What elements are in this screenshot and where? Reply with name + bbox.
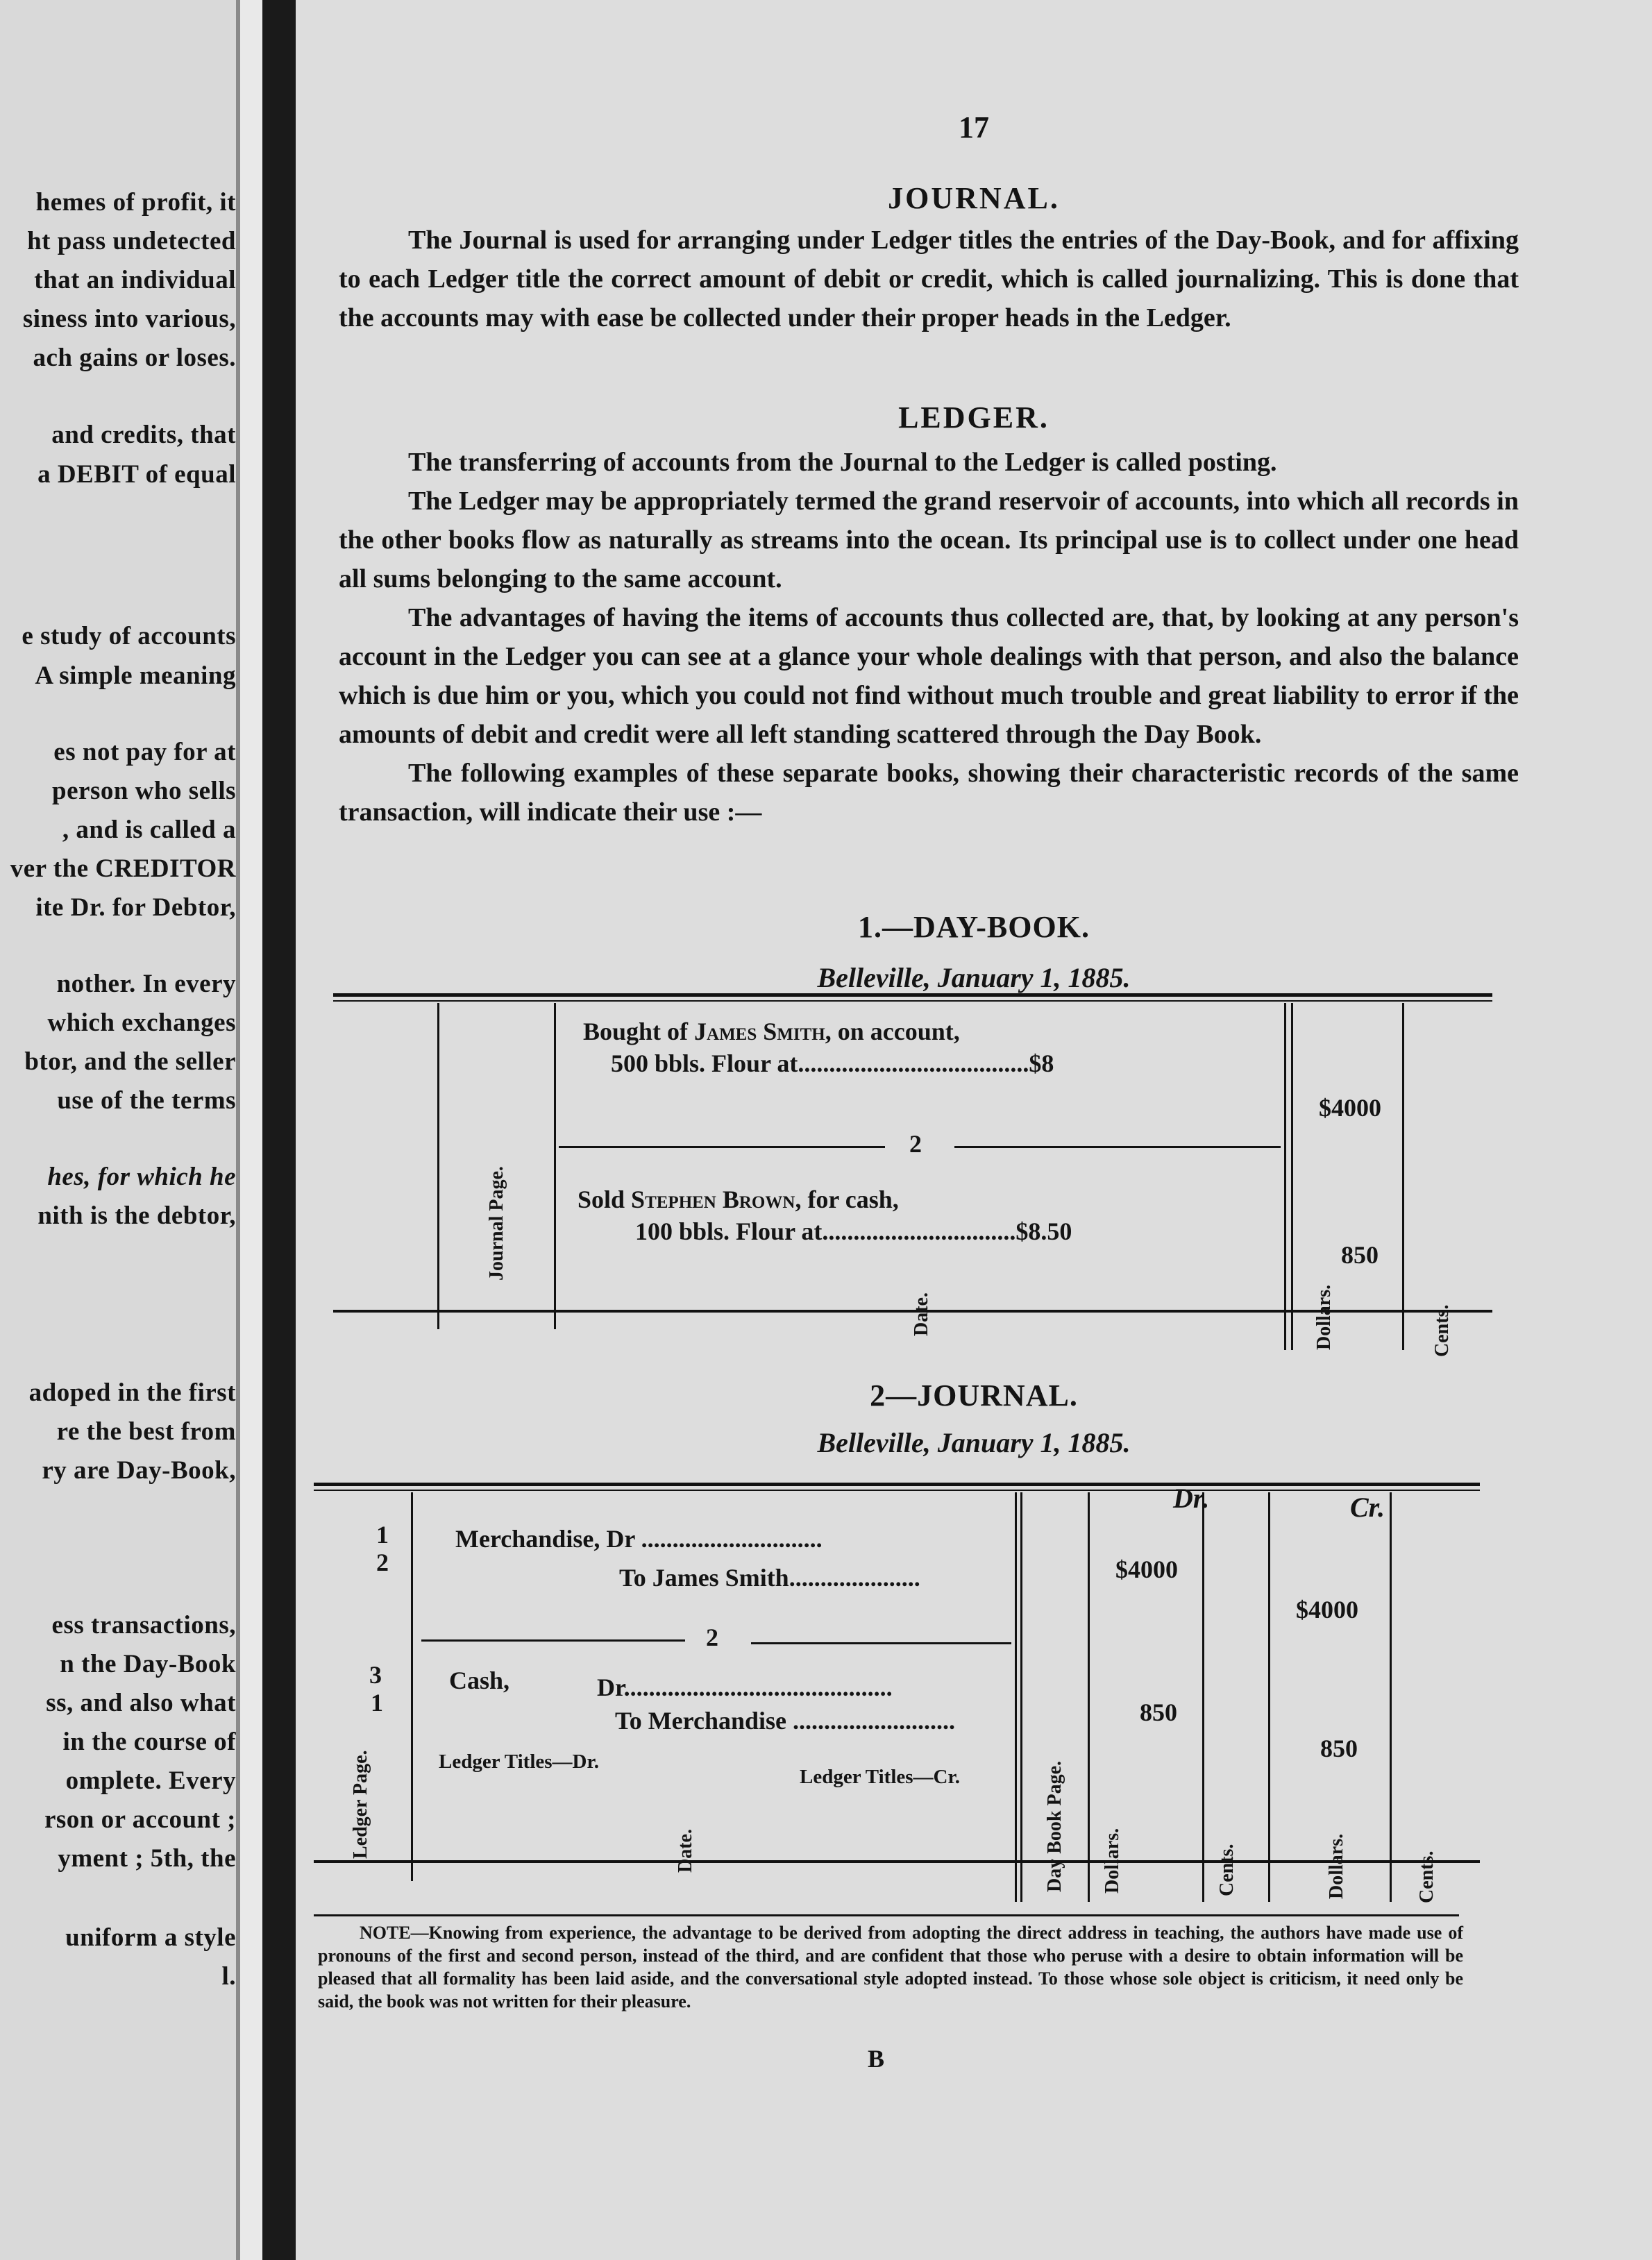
- left-line: nother. In every: [56, 970, 236, 998]
- entry-text: , on account,: [825, 1018, 960, 1045]
- left-line: ach gains or loses.: [33, 344, 236, 372]
- journal-row-text: Cash,: [449, 1667, 510, 1694]
- left-line: ess transactions,: [51, 1611, 236, 1639]
- daybook-entry1-amount: $4000: [1319, 1094, 1381, 1122]
- journal-separator-rule: [421, 1639, 685, 1642]
- ledger-titles-dr: Ledger Titles—Dr.: [439, 1751, 599, 1773]
- ledger-para: The following examples of these separate books, showing their characteristic records of the same transaction, will indicate their use :—: [339, 759, 1519, 827]
- daybook-top-rule: [333, 1000, 1492, 1002]
- left-line: ry are Day-Book,: [42, 1456, 236, 1485]
- journal-example-table: [314, 1478, 1480, 1909]
- left-line: uniform a style: [65, 1923, 236, 1952]
- left-line: use of the terms: [57, 1086, 236, 1115]
- journal-divider: [1202, 1492, 1204, 1902]
- daybook-entry1-line2: 500 bbls. Flour at.....................................$8: [611, 1049, 1054, 1077]
- ledger-heading: LEDGER.: [898, 400, 1050, 435]
- ledger-titles-cr: Ledger Titles—Cr.: [800, 1766, 960, 1788]
- journal-example-heading: 2—JOURNAL.: [870, 1378, 1078, 1412]
- left-line: in the course of: [62, 1728, 236, 1756]
- journal-row-cr: $4000: [1296, 1596, 1358, 1624]
- journal-col-cents: Cents.: [1416, 1850, 1438, 1903]
- journal-divider: [1390, 1492, 1392, 1902]
- left-line: ver the CREDITOR: [10, 854, 236, 883]
- gutter-edge: [240, 0, 262, 2260]
- journal-col-dollars: Dollars.: [1102, 1828, 1123, 1894]
- footnote: [318, 1921, 1463, 2013]
- left-line: n the Day-Book: [60, 1650, 236, 1678]
- journal-divider: [1020, 1492, 1022, 1902]
- entry-name: Stephen Brown: [631, 1186, 795, 1213]
- journal-col-cents: Cents.: [1216, 1844, 1238, 1896]
- left-line: rson or account ;: [44, 1805, 236, 1834]
- entry-name: James Smith: [694, 1018, 825, 1045]
- journal-row-dr: $4000: [1115, 1555, 1178, 1583]
- dr-label: Dr.: [1173, 1483, 1210, 1514]
- journal-col-ledger-page: Ledger Page.: [350, 1750, 371, 1859]
- daybook-col-journal-page: Journal Page.: [486, 1166, 507, 1281]
- binding-gutter: [262, 0, 296, 2260]
- daybook-col-cents: Cents.: [1431, 1304, 1453, 1357]
- journal-divider: [1268, 1492, 1270, 1902]
- left-line: hes, for which he: [47, 1163, 236, 1191]
- left-line: adoped in the first: [28, 1378, 236, 1407]
- footnote-text: NOTE—Knowing from experience, the advantage to be derived from adopting the direct address in teaching, the authors have made use of pronouns of the first and second person, instead of the third, and are confident that those who peruse with a desire to obtain information will be pleased that all formality has been laid aside, and the conversational style adopted instead. To those whose sole object is criticism, it need only be said, the book was not written for their pleasure.: [318, 1923, 1463, 2012]
- note-rule: [314, 1914, 1459, 1916]
- journal-row-dr: 850: [1140, 1698, 1177, 1726]
- daybook-divider: [1291, 1003, 1293, 1350]
- daybook-separator-rule: [954, 1146, 1281, 1148]
- left-line: A simple meaning: [35, 661, 236, 690]
- left-line: siness into various,: [22, 305, 236, 333]
- daybook-entry2-amount: 850: [1341, 1241, 1379, 1269]
- daybook-entry2-line1: [578, 1185, 899, 1214]
- daybook-col-date: Date.: [911, 1292, 932, 1336]
- journal-divider: [1015, 1492, 1017, 1902]
- daybook-divider: [1402, 1003, 1404, 1350]
- journal-row-cr: 850: [1320, 1735, 1358, 1762]
- left-line: e study of accounts: [22, 622, 236, 650]
- left-line: ht pass undetected: [27, 227, 236, 255]
- entry-text: Sold: [578, 1186, 632, 1213]
- journal-bottom-rule: [314, 1860, 1480, 1863]
- left-line: , and is called a: [62, 816, 236, 844]
- journal-separator-rule: [751, 1642, 1011, 1644]
- journal-col-dollars: Dollars.: [1326, 1833, 1347, 1899]
- journal-row-text: To James Smith.....................: [619, 1564, 920, 1592]
- left-line: that an individual: [34, 266, 236, 294]
- journal-heading: JOURNAL.: [888, 181, 1060, 215]
- left-line: re the best from: [56, 1417, 236, 1446]
- left-line: which exchanges: [47, 1009, 236, 1037]
- daybook-divider: [554, 1003, 556, 1329]
- journal-col-date: Date.: [675, 1829, 696, 1873]
- daybook-separator-rule: [559, 1146, 885, 1148]
- left-line: btor, and the seller: [24, 1047, 236, 1076]
- left-line: ss, and also what: [46, 1689, 236, 1717]
- daybook-col-dollars: Dollars.: [1313, 1284, 1335, 1350]
- journal-row-text: Merchandise, Dr .............................: [455, 1525, 823, 1553]
- daybook-divider: [1284, 1003, 1286, 1350]
- journal-top-rule: [314, 1483, 1480, 1486]
- ledger-page-num: 2: [376, 1549, 389, 1576]
- left-line: ite Dr. for Debtor,: [35, 893, 236, 922]
- daybook-table: [333, 989, 1492, 1364]
- left-line: a DEBIT of equal: [37, 460, 236, 489]
- journal-divider: [411, 1492, 413, 1881]
- left-line: es not pay for at: [53, 738, 236, 766]
- ledger-paragraphs: [339, 443, 1519, 832]
- daybook-top-rule: [333, 993, 1492, 997]
- daybook-divider: [437, 1003, 439, 1329]
- journal-row-text: Dr...........................................: [597, 1673, 893, 1701]
- daybook-heading: 1.—DAY-BOOK.: [858, 910, 1090, 944]
- journal-paragraph: [339, 221, 1519, 337]
- journal-divider: [1088, 1492, 1090, 1902]
- ledger-para: The Ledger may be appropriately termed the grand reservoir of accounts, into which all records in the other books flow as naturally as streams into the ocean. Its principal use is to collect under one head all sums belonging to the same account.: [339, 487, 1519, 593]
- journal-example-date-line: Belleville, January 1, 1885.: [817, 1427, 1131, 1458]
- journal-row-text: To Merchandise ..........................: [615, 1707, 956, 1735]
- daybook-entry1-line1: [583, 1017, 960, 1046]
- ledger-para: The transferring of accounts from the Journal to the Ledger is called posting.: [408, 448, 1277, 477]
- ledger-para: The advantages of having the items of accounts thus collected are, that, by looking at any person's account in the Ledger you can see at a glance your whole dealings with that person, and also the balance which is due him or you, which you could not find without much trouble and great liability to error if the amounts of debit and credit were all left standing scattered through the Day Book.: [339, 603, 1519, 749]
- journal-text: The Journal is used for arranging under Ledger titles the entries of the Day-Book, and for affixing to each Ledger title the correct amount of debit or credit, which is called journalizing. This is done that the accounts may with ease be collected under their proper heads in the Ledger.: [339, 226, 1519, 332]
- left-facing-page: [0, 0, 240, 2260]
- journal-col-daybook-page: Day Book Page.: [1044, 1761, 1065, 1892]
- entry-text: , for cash,: [795, 1186, 899, 1213]
- daybook-date-line: Belleville, January 1, 1885.: [817, 962, 1131, 993]
- left-line: l.: [221, 1962, 236, 1991]
- left-line: omplete. Every: [65, 1766, 236, 1795]
- ledger-page-num: 3: [369, 1661, 382, 1689]
- page-number: 17: [959, 110, 989, 144]
- ledger-page-num: 1: [376, 1521, 389, 1549]
- entry-text: Bought of: [583, 1018, 695, 1045]
- daybook-separator-number: 2: [909, 1130, 922, 1158]
- left-line: hemes of profit, it: [35, 188, 236, 217]
- left-line: and credits, that: [51, 421, 236, 449]
- left-line: yment ; 5th, the: [58, 1844, 236, 1873]
- left-line: person who sells: [52, 777, 236, 805]
- ledger-page-num: 1: [371, 1689, 383, 1717]
- left-line: nith is the debtor,: [37, 1201, 236, 1230]
- daybook-entry2-line2: 100 bbls. Flour at...............................$8.50: [635, 1217, 1072, 1245]
- signature-mark: B: [868, 2045, 885, 2073]
- cr-label: Cr.: [1350, 1492, 1385, 1523]
- journal-separator-number: 2: [706, 1624, 718, 1651]
- journal-top-rule: [314, 1490, 1480, 1491]
